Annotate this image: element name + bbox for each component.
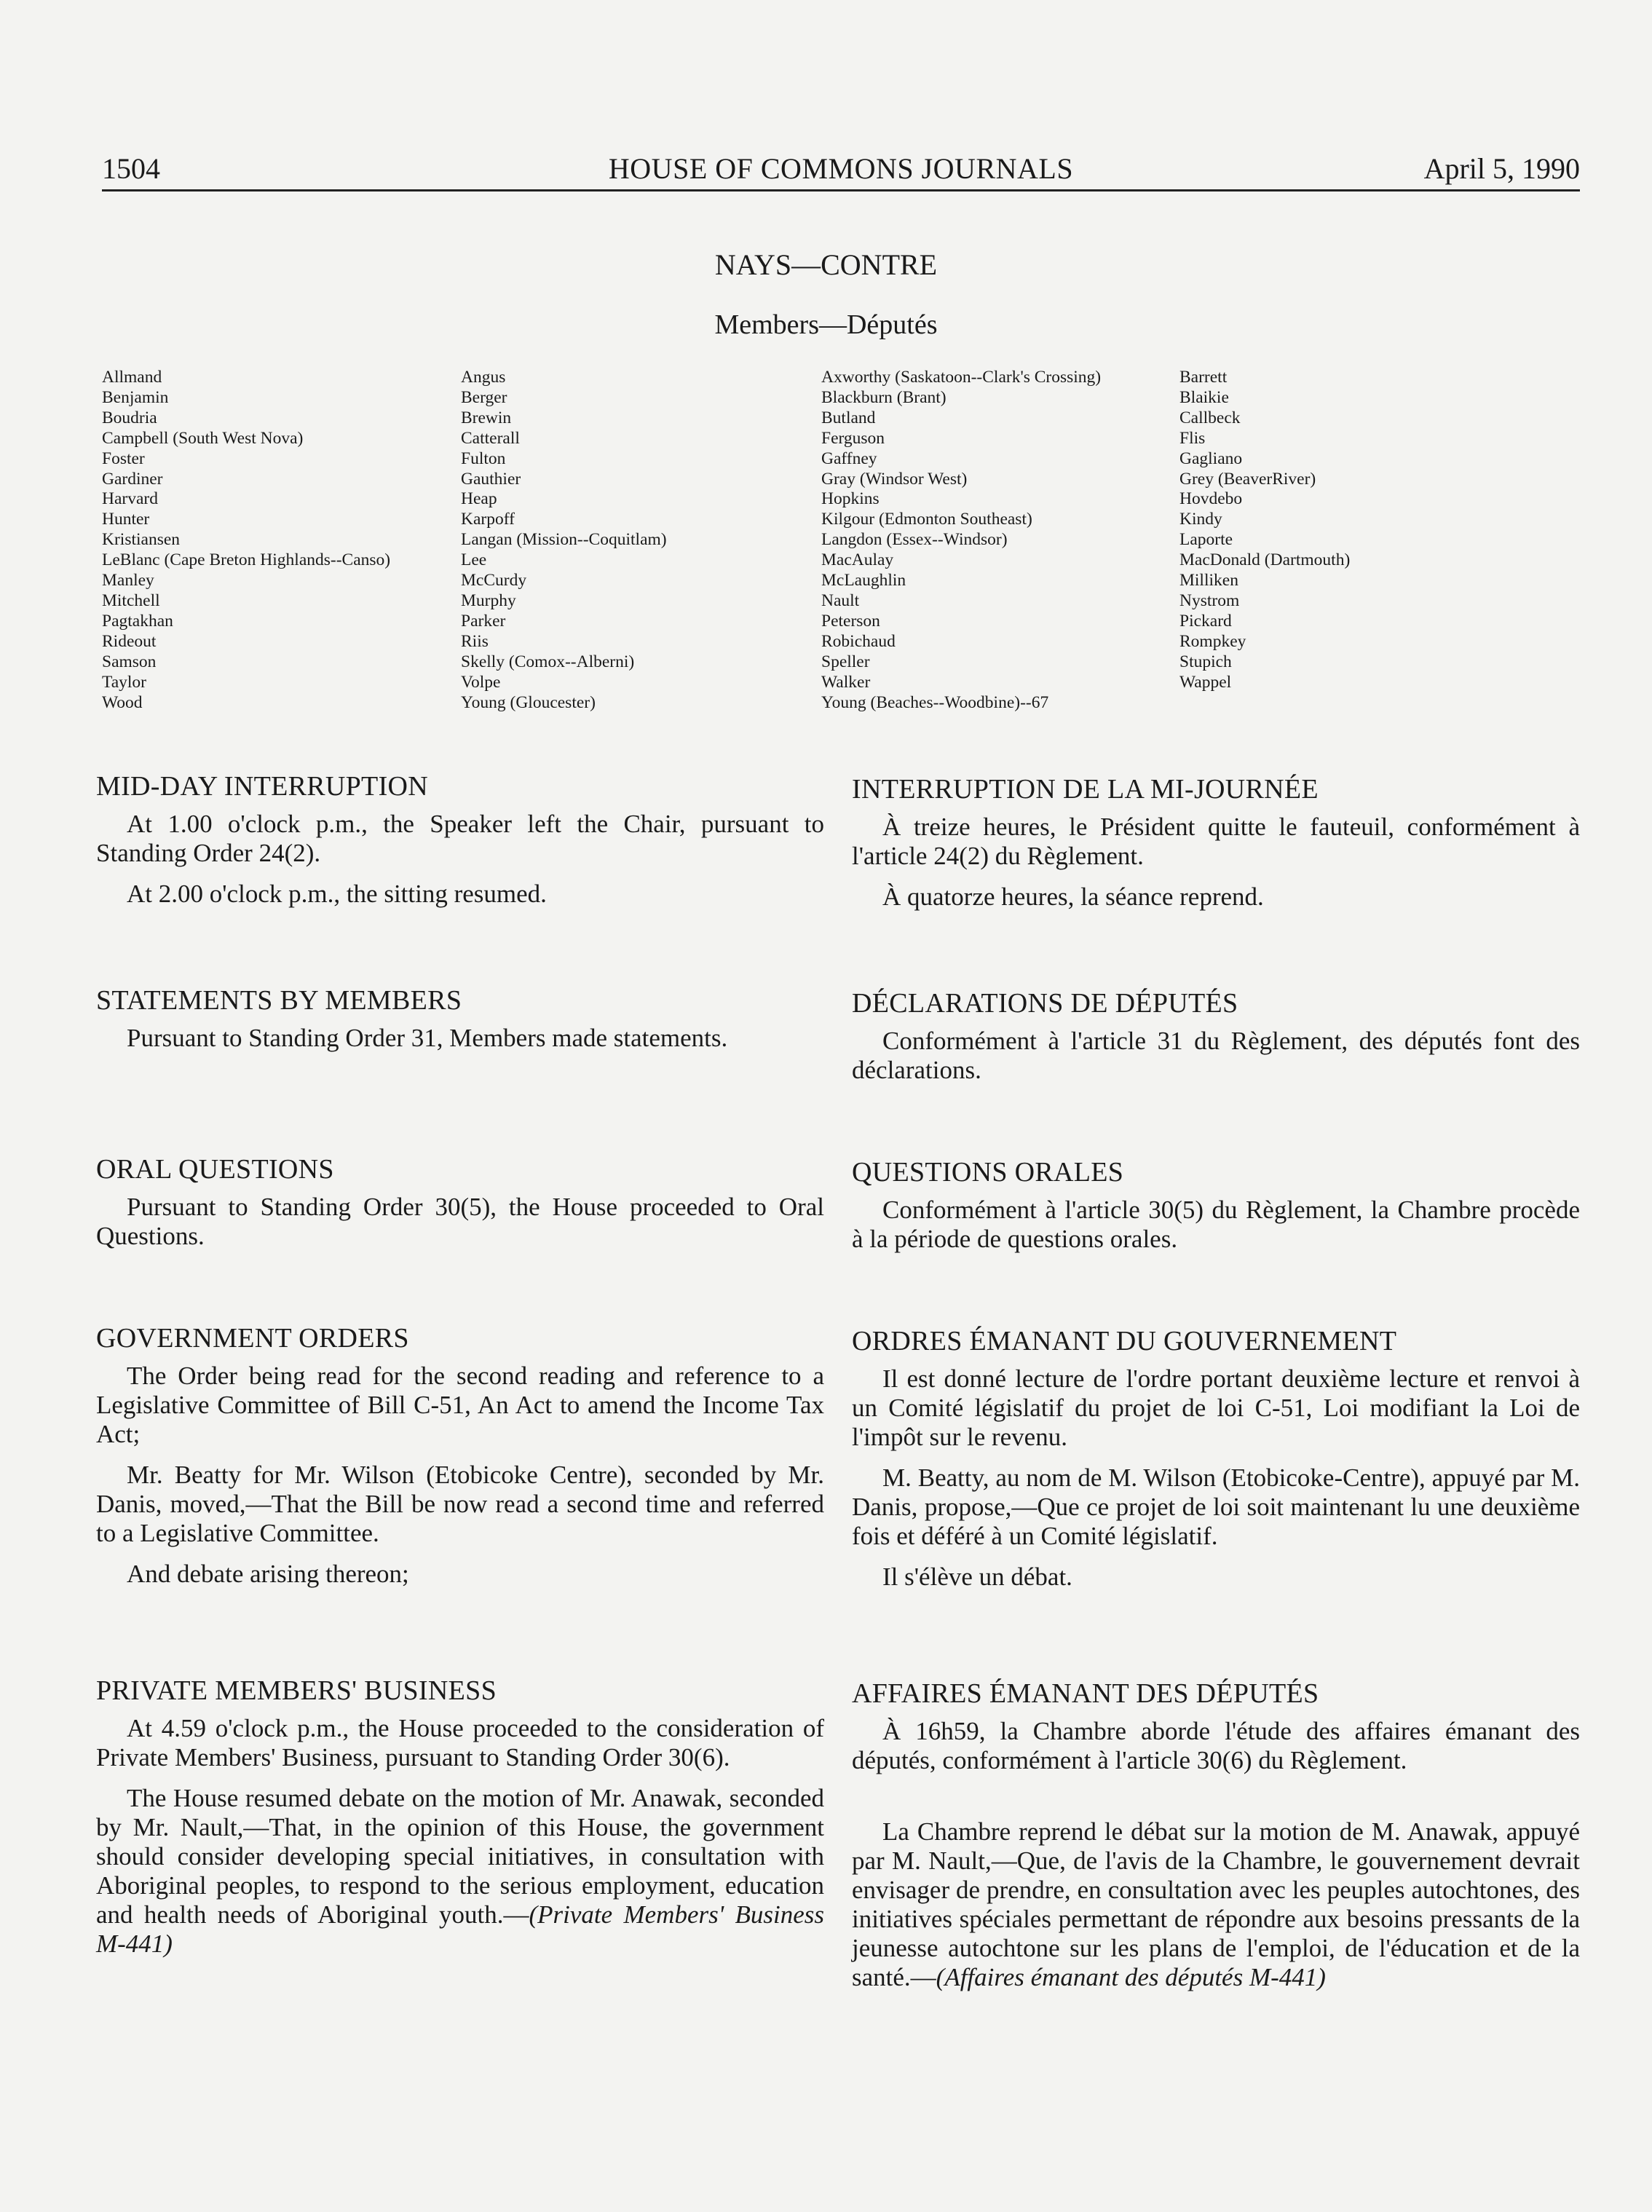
member-name: Butland <box>821 408 876 427</box>
member-name: Lee <box>461 550 487 570</box>
member-name: Benjamin <box>102 387 169 407</box>
paragraph: At 1.00 o'clock p.m., the Speaker left the Chair, pursuant to Standing Order 24(2). <box>96 810 824 867</box>
section-heading: AFFAIRES ÉMANANT DES DÉPUTÉS <box>852 1678 1319 1709</box>
section-statements-fr <box>852 989 1580 1085</box>
member-name: Harvard <box>102 489 158 509</box>
member-name: Langan (Mission--Coquitlam) <box>461 530 667 550</box>
member-name: Walker <box>821 672 871 692</box>
section-heading: MID-DAY INTERRUPTION <box>96 771 429 802</box>
section-heading: QUESTIONS ORALES <box>852 1157 1124 1188</box>
member-name: Gray (Windsor West) <box>821 469 968 489</box>
member-name: Ferguson <box>821 428 885 448</box>
member-name: Berger <box>461 387 507 407</box>
members-column-1 <box>102 368 390 713</box>
member-name: Skelly (Comox--Alberni) <box>461 652 635 671</box>
member-name: Pickard <box>1179 611 1232 631</box>
member-name: Gardiner <box>102 469 163 489</box>
member-name: Blackburn (Brant) <box>821 387 946 407</box>
member-name: Nault <box>821 590 860 610</box>
member-name: LeBlanc (Cape Breton Highlands--Canso) <box>102 550 391 570</box>
paragraph: À quatorze heures, la séance reprend. <box>882 882 1264 911</box>
member-name: Rideout <box>102 631 157 651</box>
member-name: McLaughlin <box>821 571 906 590</box>
member-name: Parker <box>461 611 506 631</box>
section-heading: STATEMENTS BY MEMBERS <box>96 985 462 1016</box>
member-name: Speller <box>821 652 870 671</box>
member-name: Gaffney <box>821 449 877 468</box>
paragraph: Conformément à l'article 31 du Règlement, des députés font des déclarations. <box>852 1027 1580 1084</box>
member-name: Allmand <box>102 368 162 387</box>
member-name: Wood <box>102 692 143 712</box>
member-name: Brewin <box>461 408 512 427</box>
journal-title: HOUSE OF COMMONS JOURNALS <box>608 152 1074 185</box>
paragraph <box>852 1817 1580 1992</box>
members-column-3 <box>821 368 1101 713</box>
section-midday-fr <box>852 775 1580 912</box>
section-pmb-fr <box>852 1679 1580 1992</box>
paragraph: Il est donné lecture de l'ordre portant deuxième lecture et renvoi à un Comité législatif du projet de loi C-51, Loi modifiant la Loi de l'impôt sur le revenu. <box>852 1364 1580 1451</box>
member-name: Kilgour (Edmonton Southeast) <box>821 510 1032 529</box>
member-name: Nystrom <box>1179 590 1240 610</box>
paragraph: À 16h59, la Chambre aborde l'étude des affaires émanant des députés, conformément à l'article 30(6) du Règlement. <box>852 1717 1580 1774</box>
member-name: Milliken <box>1179 571 1238 590</box>
member-name: Gauthier <box>461 469 521 489</box>
motion-text: La Chambre reprend le débat sur la motion de M. Anawak, appuyé par M. Nault,—Que, de l'avis de la Chambre, le gouvernement devrait envisager de prendre, en consultation avec les peuples autochtones, des initiatives spéciales permettant de répondre aux besoins pressants de la jeunesse autochtone sur les plans de l'emploi, de l'éducation et de la santé.— <box>852 1817 1580 1991</box>
paragraph: At 4.59 o'clock p.m., the House proceeded to the consideration of Private Members' Business, pursuant to Standing Order 30(6). <box>96 1714 824 1771</box>
member-name: MacAulay <box>821 550 894 570</box>
vote-title: NAYS—CONTRE <box>714 248 938 281</box>
paragraph: Pursuant to Standing Order 31, Members made statements. <box>127 1024 728 1052</box>
member-name: Heap <box>461 489 497 509</box>
member-name: Kindy <box>1179 510 1222 529</box>
member-name: Robichaud <box>821 631 896 651</box>
vote-subtitle: Members—Députés <box>714 309 938 340</box>
member-name: Young (Gloucester) <box>461 692 596 712</box>
section-heading: ORDRES ÉMANANT DU GOUVERNEMENT <box>852 1326 1397 1356</box>
paragraph: À treize heures, le Président quitte le fauteuil, conformément à l'article 24(2) du Règlement. <box>852 813 1580 870</box>
member-name: Karpoff <box>461 510 515 529</box>
member-name: Foster <box>102 449 145 468</box>
member-name: Rompkey <box>1179 631 1246 651</box>
paragraph: Mr. Beatty for Mr. Wilson (Etobicoke Centre), seconded by Mr. Danis, moved,—That the Bill be now read a second time and referred to a Legislative Committee. <box>96 1461 824 1547</box>
section-oral-fr <box>852 1158 1580 1254</box>
member-name: Callbeck <box>1179 408 1241 427</box>
member-name: McCurdy <box>461 571 527 590</box>
member-name: Wappel <box>1179 672 1232 692</box>
section-heading: PRIVATE MEMBERS' BUSINESS <box>96 1675 497 1706</box>
motion-reference: (Private Members' Business M-441) <box>96 1900 824 1958</box>
member-name: Grey (BeaverRiver) <box>1179 469 1316 489</box>
paragraph: The Order being read for the second reading and reference to a Legislative Committee of Bill C-51, An Act to amend the Income Tax Act; <box>96 1362 824 1448</box>
section-oral-en <box>96 1155 824 1251</box>
member-name: MacDonald (Dartmouth) <box>1179 550 1351 570</box>
paragraph: At 2.00 o'clock p.m., the sitting resumed. <box>127 880 547 908</box>
section-statements-en <box>96 986 824 1053</box>
section-pmb-en <box>96 1676 824 1959</box>
member-name: Taylor <box>102 672 146 692</box>
paragraph: Il s'élève un débat. <box>882 1563 1072 1591</box>
page-number: 1504 <box>102 152 160 185</box>
member-name: Hopkins <box>821 489 880 509</box>
member-name: Blaikie <box>1179 387 1229 407</box>
paragraph: M. Beatty, au nom de M. Wilson (Etobicoke-Centre), appuyé par M. Danis, propose,—Que ce projet de loi soit maintenant lu une deuxième fois et déféré à un Comité législatif. <box>852 1464 1580 1550</box>
members-column-4 <box>1179 368 1350 693</box>
member-name: Flis <box>1179 428 1206 448</box>
member-name: Hovdebo <box>1179 489 1243 509</box>
paragraph: Conformément à l'article 30(5) du Règlement, la Chambre procède à la période de questions orales. <box>852 1196 1580 1253</box>
motion-text: The House resumed debate on the motion of Mr. Anawak, seconded by Mr. Nault,—That, in the opinion of this House, the government should consider developing special initiatives, in consultation with Aboriginal peoples, to respond to the serious employment, education and health needs of Aboriginal youth.— <box>96 1784 824 1929</box>
member-name: Mitchell <box>102 590 160 610</box>
paragraph: Pursuant to Standing Order 30(5), the House proceeded to Oral Questions. <box>96 1193 824 1250</box>
member-name: Stupich <box>1179 652 1232 671</box>
running-header <box>102 151 1580 191</box>
member-name: Volpe <box>461 672 501 692</box>
member-name: Axworthy (Saskatoon--Clark's Crossing) <box>821 368 1102 387</box>
paragraph <box>96 1784 824 1959</box>
member-name: Murphy <box>461 590 516 610</box>
journal-date: April 5, 1990 <box>1423 152 1580 185</box>
section-gov-orders-en <box>96 1324 824 1589</box>
member-name: Campbell (South West Nova) <box>102 428 304 448</box>
member-name: Langdon (Essex--Windsor) <box>821 530 1008 550</box>
member-name: Laporte <box>1179 530 1233 550</box>
section-gov-orders-fr <box>852 1327 1580 1592</box>
member-name: Angus <box>461 368 506 387</box>
section-heading: GOVERNMENT ORDERS <box>96 1323 409 1354</box>
paragraph: And debate arising thereon; <box>127 1560 409 1588</box>
member-name: Kristiansen <box>102 530 181 550</box>
member-name: Riis <box>461 631 489 651</box>
member-name: Boudria <box>102 408 157 427</box>
member-name: Samson <box>102 652 157 671</box>
member-name: Hunter <box>102 510 150 529</box>
member-name: Pagtakhan <box>102 611 173 631</box>
section-heading: INTERRUPTION DE LA MI-JOURNÉE <box>852 774 1319 805</box>
motion-reference: (Affaires émanant des députés M-441) <box>936 1963 1326 1991</box>
members-column-2 <box>461 368 667 713</box>
section-heading: DÉCLARATIONS DE DÉPUTÉS <box>852 988 1238 1019</box>
member-name: Young (Beaches--Woodbine)--67 <box>821 692 1049 712</box>
member-name: Catterall <box>461 428 520 448</box>
member-name: Manley <box>102 571 154 590</box>
member-name: Barrett <box>1179 368 1228 387</box>
section-heading: ORAL QUESTIONS <box>96 1154 334 1185</box>
member-name: Gagliano <box>1179 449 1243 468</box>
member-name: Fulton <box>461 449 506 468</box>
section-midday-en <box>96 772 824 909</box>
member-name: Peterson <box>821 611 880 631</box>
